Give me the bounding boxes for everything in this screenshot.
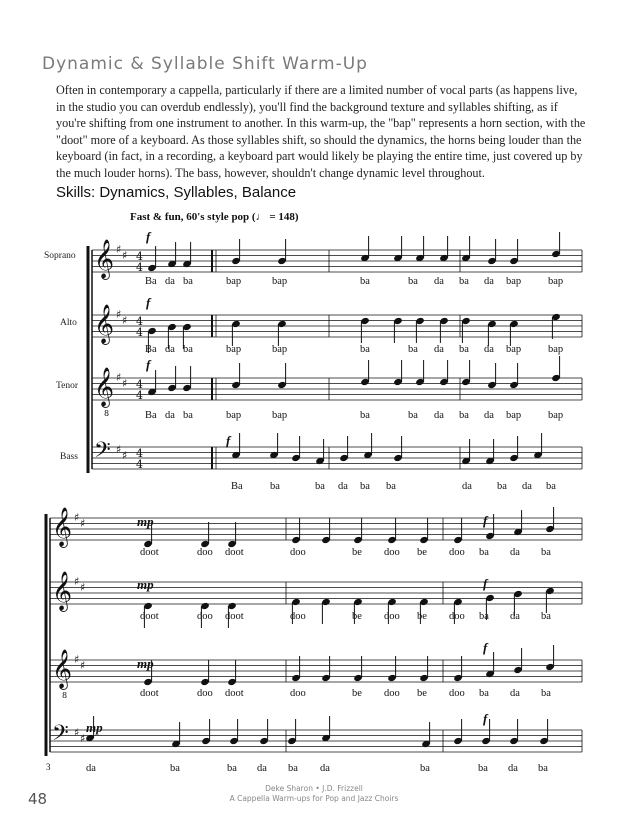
intro-paragraph: Often in contemporary a cappella, particularly if there are a limited number of vocal parts (as happens live, in the studio you can overdub endlessly), you'll find the background texture and syllables shifting, as if you're shifting from one instrument to another. In this warm-up, the "bap" represents a horn section, with the "doot" more of a keyboard. As those syllables shift, so should the dynamics, the horns being louder than the keyboard (in fact, in a recording, a keyboard part would likely be playing the entire time, just covered up by the much louder horns). The bass, however, shouldn't change dynamic level throughout. (56, 83, 586, 180)
lyric-syllable: da (257, 763, 267, 774)
lyric-syllable: ba (408, 276, 418, 287)
lyric-syllable: ba (183, 344, 193, 355)
lyric-syllable: ba (227, 763, 237, 774)
key-signature-sharp: ♯ (74, 653, 80, 666)
time-signature: 4 (136, 458, 143, 471)
dynamic-marking: mp (86, 720, 103, 735)
skills-heading: Skills: Dynamics, Syllables, Balance (56, 184, 297, 201)
lyric-syllable: doo (197, 611, 213, 622)
dynamic-marking: f (146, 229, 151, 244)
key-signature-sharp: ♯ (116, 371, 122, 384)
dynamic-marking: mp (137, 514, 154, 529)
dynamic-marking: f (146, 357, 151, 372)
lyric-syllable: be (352, 611, 362, 622)
page-title: Dynamic & Syllable Shift Warm-Up (42, 54, 368, 74)
lyric-syllable: ba (408, 410, 418, 421)
part-label-tenor: Tenor (56, 381, 79, 391)
dynamic-marking: f (226, 433, 231, 448)
lyric-syllable: ba (538, 763, 548, 774)
lyric-syllable: bap (548, 410, 564, 421)
lyric-syllable: doot (140, 547, 159, 558)
lyric-syllable: da (165, 276, 175, 287)
lyric-syllable: bap (548, 344, 564, 355)
lyric-syllable: ba (183, 410, 193, 421)
dynamic-marking: mp (137, 656, 154, 671)
key-signature-sharp: ♯ (122, 449, 128, 462)
lyric-syllable: ba (183, 276, 193, 287)
key-signature-sharp: ♯ (122, 314, 128, 327)
lyric-syllable: doo (384, 611, 400, 622)
lyric-syllable: da (462, 481, 472, 492)
lyric-syllable: doot (225, 688, 244, 699)
lyric-syllable: doo (290, 547, 306, 558)
key-signature-sharp: ♯ (74, 726, 80, 739)
lyric-syllable: ba (360, 276, 370, 287)
octave-marker: 8 (62, 691, 68, 700)
lyric-syllable: bap (506, 276, 522, 287)
lyric-syllable: bap (506, 344, 522, 355)
lyric-syllable: ba (459, 344, 469, 355)
key-signature-sharp: ♯ (116, 308, 122, 321)
dynamic-marking: f (483, 711, 488, 726)
lyric-syllable: ba (360, 410, 370, 421)
treble-clef: 𝄞 (94, 239, 115, 279)
lyric-syllable: bap (272, 276, 288, 287)
lyric-syllable: doo (449, 688, 465, 699)
lyric-syllable: da (508, 763, 518, 774)
part-label-soprano: Soprano (44, 251, 76, 261)
key-signature-sharp: ♯ (80, 581, 86, 594)
lyric-syllable: da (522, 481, 532, 492)
lyric-syllable: doot (140, 688, 159, 699)
key-signature-sharp: ♯ (74, 511, 80, 524)
treble-clef: 𝄞 (94, 367, 115, 407)
lyric-syllable: doo (290, 611, 306, 622)
bass-clef: 𝄢 (94, 438, 111, 468)
lyric-syllable: doo (197, 547, 213, 558)
time-signature: 4 (136, 326, 143, 339)
lyric-syllable: ba (459, 410, 469, 421)
lyric-syllable: Ba (145, 344, 157, 355)
lyric-syllable: da (434, 276, 444, 287)
treble-clef: 𝄞 (52, 649, 73, 689)
lyric-syllable: da (86, 763, 96, 774)
lyric-syllable: ba (315, 481, 325, 492)
lyric-syllable: be (417, 688, 427, 699)
time-signature: 4 (136, 378, 143, 391)
octave-marker: 8 (104, 409, 110, 418)
lyric-syllable: da (434, 410, 444, 421)
time-signature: 4 (136, 389, 143, 402)
lyric-syllable: da (510, 547, 520, 558)
key-signature-sharp: ♯ (116, 443, 122, 456)
time-signature: 4 (136, 261, 143, 274)
time-signature: 4 (136, 250, 143, 263)
lyric-syllable: bap (226, 410, 242, 421)
lyric-syllable: be (352, 547, 362, 558)
lyric-syllable: bap (272, 410, 288, 421)
lyric-syllable: ba (497, 481, 507, 492)
lyric-syllable: Ba (145, 410, 157, 421)
lyric-syllable: da (484, 410, 494, 421)
key-signature-sharp: ♯ (74, 575, 80, 588)
lyric-syllable: da (484, 276, 494, 287)
lyric-syllable: doot (140, 611, 159, 622)
page-number: 48 (28, 790, 48, 808)
key-signature-sharp: ♯ (80, 659, 86, 672)
lyric-syllable: ba (546, 481, 556, 492)
lyric-syllable: da (434, 344, 444, 355)
lyric-syllable: ba (420, 763, 430, 774)
treble-clef: 𝄞 (52, 507, 73, 547)
lyric-syllable: da (510, 688, 520, 699)
lyric-syllable: ba (541, 688, 551, 699)
lyric-syllable: ba (541, 611, 551, 622)
lyric-syllable: bap (226, 276, 242, 287)
key-signature-sharp: ♯ (122, 377, 128, 390)
lyric-syllable: ba (386, 481, 396, 492)
lyric-syllable: ba (541, 547, 551, 558)
dynamic-marking: f (483, 576, 488, 591)
bass-clef: 𝄢 (52, 721, 69, 751)
lyric-syllable: da (484, 344, 494, 355)
treble-clef: 𝄞 (52, 571, 73, 611)
lyric-syllable: ba (459, 276, 469, 287)
lyric-syllable: ba (479, 611, 489, 622)
lyric-syllable: doo (197, 688, 213, 699)
footer-authors: Deke Sharon • J.D. Frizzell (265, 784, 363, 793)
lyric-syllable: da (165, 410, 175, 421)
lyric-syllable: doo (384, 547, 400, 558)
lyric-syllable: ba (288, 763, 298, 774)
lyric-syllable: ba (170, 763, 180, 774)
key-signature-sharp: ♯ (122, 249, 128, 262)
lyric-syllable: da (338, 481, 348, 492)
lyric-syllable: bap (226, 344, 242, 355)
time-signature: 4 (136, 447, 143, 460)
lyric-syllable: be (417, 611, 427, 622)
lyric-syllable: bap (506, 410, 522, 421)
lyric-syllable: Ba (231, 481, 243, 492)
lyric-syllable: ba (360, 344, 370, 355)
treble-clef: 𝄞 (94, 304, 115, 344)
measure-number: 3 (46, 762, 51, 772)
time-signature: 4 (136, 315, 143, 328)
lyric-syllable: doo (290, 688, 306, 699)
lyric-syllable: doot (225, 547, 244, 558)
lyric-syllable: ba (479, 688, 489, 699)
lyric-syllable: doo (449, 547, 465, 558)
notation-glyphs (52, 232, 564, 751)
lyric-syllable: doo (384, 688, 400, 699)
lyric-syllable: ba (408, 344, 418, 355)
lyric-syllable: be (352, 688, 362, 699)
lyric-syllable: ba (478, 763, 488, 774)
lyric-syllable: da (165, 344, 175, 355)
dynamic-marking: f (483, 513, 488, 528)
key-signature-sharp: ♯ (80, 732, 86, 745)
lyric-syllable: da (510, 611, 520, 622)
footer-book-title: A Cappella Warm-ups for Pop and Jazz Choirs (229, 794, 399, 803)
lyric-syllable: ba (270, 481, 280, 492)
key-signature-sharp: ♯ (80, 517, 86, 530)
lyric-syllable: bap (548, 276, 564, 287)
lyric-syllable: bap (272, 344, 288, 355)
part-label-bass: Bass (60, 452, 78, 462)
lyric-syllable: da (320, 763, 330, 774)
dynamic-marking: f (483, 640, 488, 655)
dynamic-marking: f (146, 295, 151, 310)
key-signature-sharp: ♯ (116, 243, 122, 256)
lyric-syllable: ba (360, 481, 370, 492)
lyric-syllable: be (417, 547, 427, 558)
lyric-syllable: Ba (145, 276, 157, 287)
tempo-marking: Fast & fun, 60's style pop (♩ = 148) (130, 211, 299, 223)
lyric-syllable: doo (449, 611, 465, 622)
part-label-alto: Alto (60, 318, 77, 328)
lyric-syllable: doot (225, 611, 244, 622)
dynamic-marking: mp (137, 577, 154, 592)
lyric-syllable: ba (479, 547, 489, 558)
